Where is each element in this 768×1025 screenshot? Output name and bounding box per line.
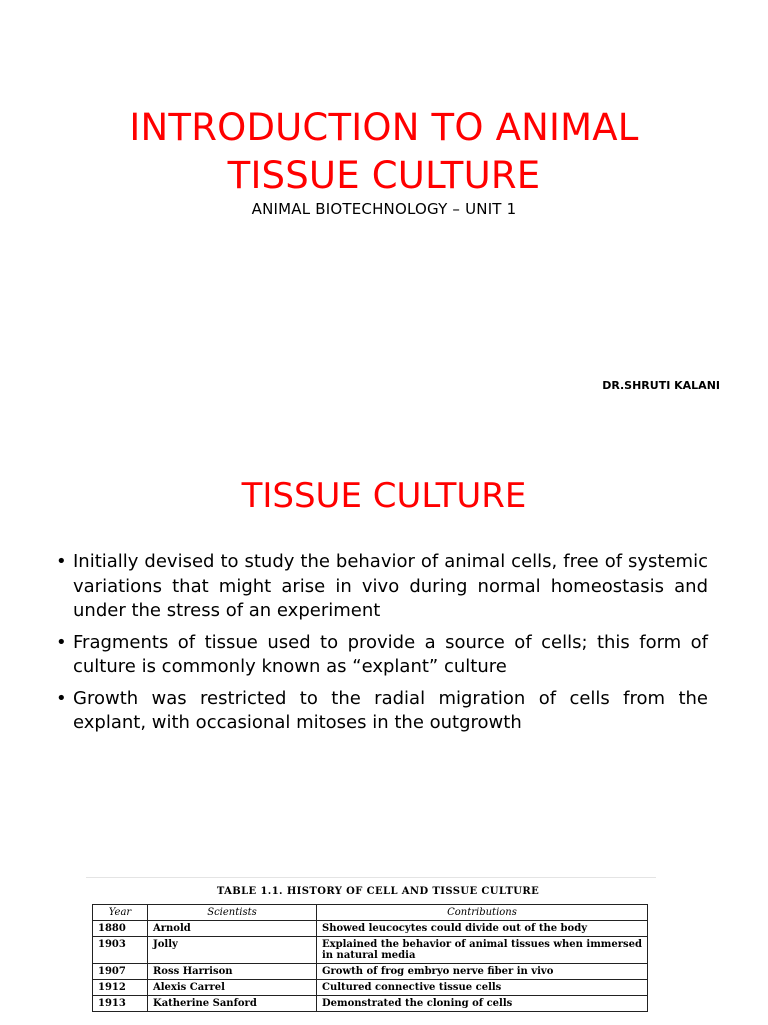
cell-contribution: Growth of frog embryo nerve fiber in vivo xyxy=(317,964,648,980)
title-line-2: TISSUE CULTURE xyxy=(227,154,541,197)
cell-year: 1913 xyxy=(93,996,148,1012)
bullet-item xyxy=(56,550,708,624)
title-slide xyxy=(0,0,768,430)
slide-title xyxy=(0,104,768,200)
table-row xyxy=(93,996,648,1012)
table-row xyxy=(93,964,648,980)
cell-scientist: Arnold xyxy=(148,921,317,937)
bullet-text: Growth was restricted to the radial migration of cells from the explant, with occasional mitoses in the outgrowth xyxy=(73,687,708,733)
bullet-icon: • xyxy=(56,687,67,709)
cell-year: 1880 xyxy=(93,921,148,937)
bullet-item xyxy=(56,631,708,680)
bullet-icon: • xyxy=(56,631,67,653)
history-table-image xyxy=(86,877,656,1025)
header-scientists: Scientists xyxy=(148,905,317,921)
slide-heading: TISSUE CULTURE xyxy=(241,476,527,516)
table-header-row xyxy=(93,905,648,921)
bullet-list xyxy=(56,550,708,743)
cell-scientist: Ross Harrison xyxy=(148,964,317,980)
cell-contribution: Explained the behavior of animal tissues when immersed in natural media xyxy=(317,937,648,964)
cell-contribution: Showed leucocytes could divide out of the body xyxy=(317,921,648,937)
history-table xyxy=(92,904,648,1012)
table-row xyxy=(93,921,648,937)
table-caption: TABLE 1.1. HISTORY OF CELL AND TISSUE CULTURE xyxy=(216,886,540,897)
bullet-text: Initially devised to study the behavior of animal cells, free of systemic variations that might arise in vivo during normal homeostasis and under the stress of an experiment xyxy=(73,551,708,621)
bullet-text: Fragments of tissue used to provide a source of cells; this form of culture is commonly known as “explant” culture xyxy=(73,631,708,677)
table-row xyxy=(93,937,648,964)
cell-year: 1903 xyxy=(93,937,148,964)
title-line-1: INTRODUCTION TO ANIMAL xyxy=(129,106,639,149)
cell-year: 1907 xyxy=(93,964,148,980)
header-contributions: Contributions xyxy=(317,905,648,921)
cell-scientist: Alexis Carrel xyxy=(148,980,317,996)
table-row xyxy=(93,980,648,996)
cell-contribution: Cultured connective tissue cells xyxy=(317,980,648,996)
cell-year: 1912 xyxy=(93,980,148,996)
bullet-icon: • xyxy=(56,551,67,572)
content-slide xyxy=(0,430,768,1024)
author-name: DR.SHRUTI KALANI xyxy=(602,379,720,392)
cell-contribution: Demonstrated the cloning of cells xyxy=(317,996,648,1012)
bullet-item xyxy=(56,687,708,736)
cell-scientist: Katherine Sanford xyxy=(148,996,317,1012)
cell-scientist: Jolly xyxy=(148,937,317,964)
header-year: Year xyxy=(93,905,148,921)
slide-subtitle: ANIMAL BIOTECHNOLOGY – UNIT 1 xyxy=(251,200,517,218)
